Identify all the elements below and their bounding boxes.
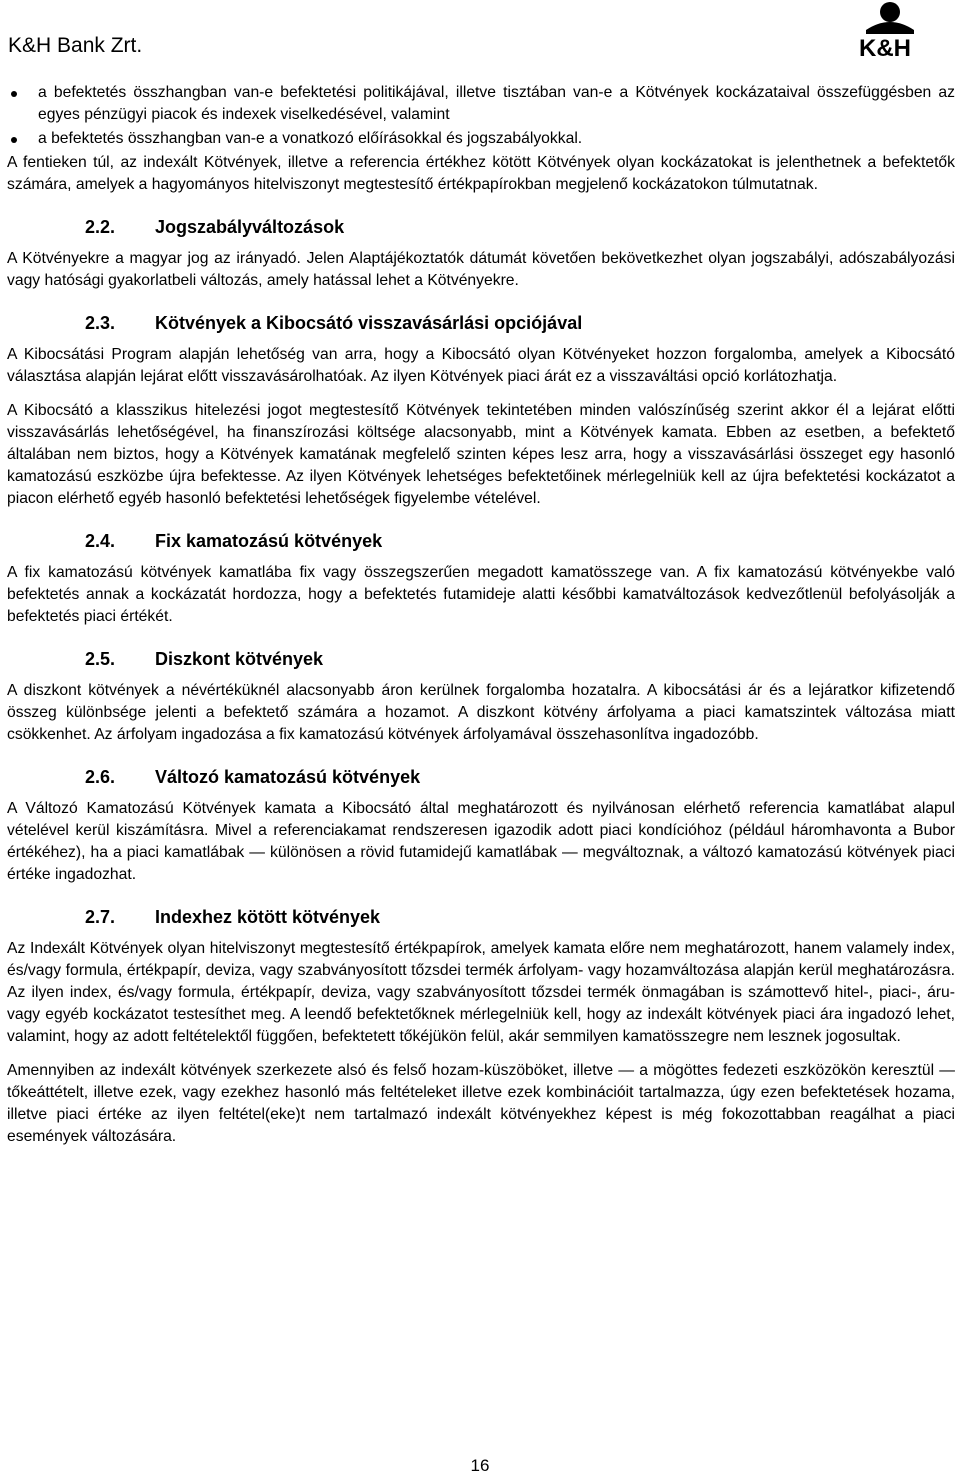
kh-logo-icon (846, 0, 924, 58)
bullet-item: a befektetés összhangban van-e a vonatkozó előírásokkal és jogszabályokkal. (7, 128, 955, 150)
section-paragraph: A diszkont kötvények a névértéküknél alacsonyabb áron kerülnek forgalomba hozatalra. A kibocsátási ár és a lejáratkor kifizetendő összeg különbsége jelenti a befektető számára a hozamot. A diszkont kötvény árfolyama a piaci kamatszintek változása miatt csökkenhet. Az árfolyam ingadozása a fix kamatozású kötvények árfolyamával összehasonlítva ingadozóbb. (7, 682, 955, 743)
section-paragraph: A Kibocsátási Program alapján lehetőség van arra, hogy a Kibocsátó olyan Kötvényeket hozzon forgalomba, amelyek a Kibocsátó választása alapján lejárat előtt visszavásárolhatóak. Az ilyen Kötvények piaci árát ez a visszaváltási opció korlátozhatja. (7, 346, 955, 385)
bullet-item: a befektetés összhangban van-e befektetési politikájával, illetve tisztában van-e a Kötvények kockázataival összefüggésben az egyes pénzügyi piacok és indexek viselkedésével, valamint (7, 82, 955, 126)
section-heading: 2.6. Változó kamatozású kötvények (85, 767, 421, 787)
section-paragraph: Amennyiben az indexált kötvények szerkezete alsó és felső hozam-küszöböket, illetve — a mögöttes fedezeti eszközökön keresztül — tőkeáttételt, illetve ezek, vagy ezekhez hasonló más feltételeket illetve ezek kombinációit tartalmazza, úgy ezen befektetések hozama, illetve piaci értéke az ilyen feltétel(eke)t nem tartalmazó indexált kötvényekhez képest is még fokozottabban reagálhat a piaci események változására. (7, 1062, 955, 1145)
section-paragraph: A Kötvényekre a magyar jog az irányadó. Jelen Alaptájékoztatók dátumát követően bekövetkezhet olyan jogszabályi, adószabályozási vagy hatósági gyakorlatbeli változás, amely hatással lehet a Kötvényekre. (7, 250, 955, 289)
section-paragraph: A Kibocsátó a klasszikus hitelezési jogot megtestesítő Kötvények tekintetében minden valószínűség szerint akkor él a lejárat előtti visszavásárlás lehetőségével, ha finanszírozási költsége alacsonyabb, mint a Kötvények kamata. Ebben az esetben, a befektető általában nem biztos, hogy a Kötvények kamatának megfelelő szinten képes lesz arra, hogy a visszavásárlási összeget egy hasonló kamatozású eszközbe újra befektesse. Az ilyen Kötvények lehetséges befektetőinek mérlegelniük kell az újra befektetési kockázatot a piacon elérhető egyéb hasonló befektetési lehetőségek figyelembe vételével. (7, 402, 955, 507)
bullet-dot-icon (11, 137, 17, 143)
intro-paragraph: A fentieken túl, az indexált Kötvények, illetve a referencia értékhez kötött Kötvények olyan kockázatokat is jelenthetnek a befektetők számára, amelyek a hagyományos hitelviszonyt megtestesítő értékpapírokban megjelenő kockázatokon túlmutatnak. (7, 154, 955, 193)
section-heading: 2.4. Fix kamatozású kötvények (85, 531, 383, 551)
document-body (7, 82, 955, 1160)
section-heading: 2.5. Diszkont kötvények (85, 649, 324, 669)
bullet-dot-icon (11, 91, 17, 97)
page-number: 16 (470, 1456, 490, 1475)
section-heading: 2.7. Indexhez kötött kötvények (85, 907, 381, 927)
logo-wordmark: K&H (859, 35, 911, 58)
page-header (0, 0, 960, 62)
section-paragraph: Az Indexált Kötvények olyan hitelviszonyt megtestesítő értékpapírok, amelyek kamata előre nem meghatározott, hanem valamely index, és/vagy formula, értékpapír, deviza, vagy szabványosított tőzsdei termék árfolyam- vagy hozamváltozása alapján kerül meghatározásra. Az ilyen index, és/vagy formula, értékpapír, deviza, vagy szabványosított tőzsdei termék önmagában is számottevő hitel-, piaci-, áru- vagy egyéb kockázatot testesíthet meg. A leendő befektetőknek mérlegelniük kell, hogy az indexált kötvények piaci ára ingadozó lehet, valamint, hogy az adott feltételektől függően, befektetett tőkéjükön felül, akár semmilyen kamatösszegre nem lesznek jogosultak. (7, 940, 955, 1045)
header-title: K&H Bank Zrt. (8, 34, 143, 57)
section-heading: 2.2. Jogszabályváltozások (85, 217, 345, 237)
section-paragraph: A Változó Kamatozású Kötvények kamata a Kibocsátó által meghatározott és nyilvánosan elérhető referencia kamatlábat alapul vételével kerül kiszámításra. Mivel a referenciakamat rendszeresen igazodik adott piaci kondícióhoz (például háromhavonta a Bubor értékéhez), ha a piaci kamatlábak — különösen a rövid futamidejű kamatlábak — megváltoznak, a változó kamatozású kötvények piaci értéke ingadozhat. (7, 800, 955, 883)
section-paragraph: A fix kamatozású kötvények kamatlába fix vagy összegszerűen megadott kamatösszege van. A fix kamatozású kötvényekbe való befektetés annak a kockázatát hordozza, hogy a befektetés futamideje alatti későbbi kamatváltozások kedvezőtlenül befolyásolják a befektetés piaci értékét. (7, 564, 955, 625)
section-heading: 2.3. Kötvények a Kibocsátó visszavásárlási opciójával (85, 313, 583, 333)
intro-bullet-list (7, 82, 955, 150)
